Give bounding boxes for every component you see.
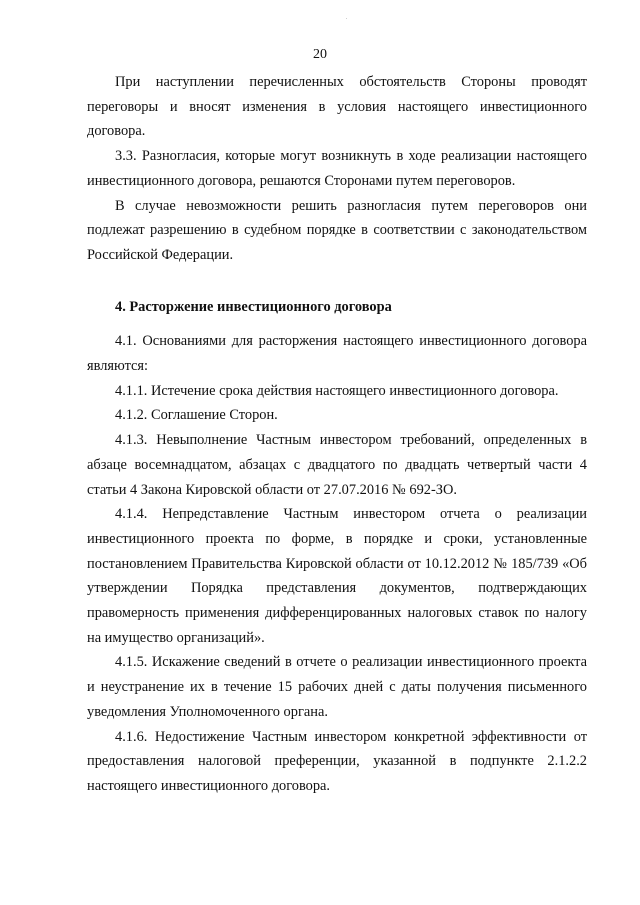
paragraph-4-1-2: 4.1.2. Соглашение Сторон. <box>115 407 278 424</box>
paragraph-4-1-6: 4.1.6. Недостижение Частным инвестором конкретной эффективности от предоставления налоговой преференции, указанной в подпункте 2.1.2.2 настоящего инвестиционного договора. <box>87 728 587 794</box>
paragraph-4-1-4: 4.1.4. Непредставление Частным инвестором отчета о реализации инвестиционного проекта по форме, в порядке и сроки, установленные постановлением Правительства Кировской области от 10.12.2012 № 185/739 «Об утверждении Порядка представления документов, подтверждающих правомерность применения дифференцированных налоговых ставок по налогу на имущество организаций». <box>87 506 587 646</box>
page-number: 20 <box>313 47 327 62</box>
document-body <box>87 70 587 799</box>
paragraph-court-resolution: В случае невозможности решить разногласия путем переговоров они подлежат разрешению в судебном порядке в соответствии с законодательством Российской Федерации. <box>87 197 587 263</box>
scan-speck <box>346 18 347 19</box>
paragraph-3-3: 3.3. Разногласия, которые могут возникнуть в ходе реализации настоящего инвестиционного договора, решаются Сторонами путем переговоров. <box>87 148 587 189</box>
paragraph-circumstances: При наступлении перечисленных обстоятельств Стороны проводят переговоры и вносят изменения в условия настоящего инвестиционного договора. <box>87 74 587 140</box>
section-heading: 4. Расторжение инвестиционного договора <box>115 298 392 315</box>
paragraph-4-1: 4.1. Основаниями для расторжения настоящего инвестиционного договора являются: <box>87 333 587 375</box>
paragraph-4-1-3: 4.1.3. Невыполнение Частным инвестором требований, определенных в абзаце восемнадцатом, абзацах с двадцатого по двадцать четвертый части 4 статьи 4 Закона Кировской области от 27.07.2016 № 692-ЗО. <box>87 432 587 498</box>
paragraph-4-1-1: 4.1.1. Истечение срока действия настоящего инвестиционного договора. <box>115 382 559 399</box>
paragraph-4-1-5: 4.1.5. Искажение сведений в отчете о реализации инвестиционного проекта и неустранение их в течение 15 рабочих дней с даты получения письменного уведомления Уполномоченного органа. <box>87 654 587 720</box>
